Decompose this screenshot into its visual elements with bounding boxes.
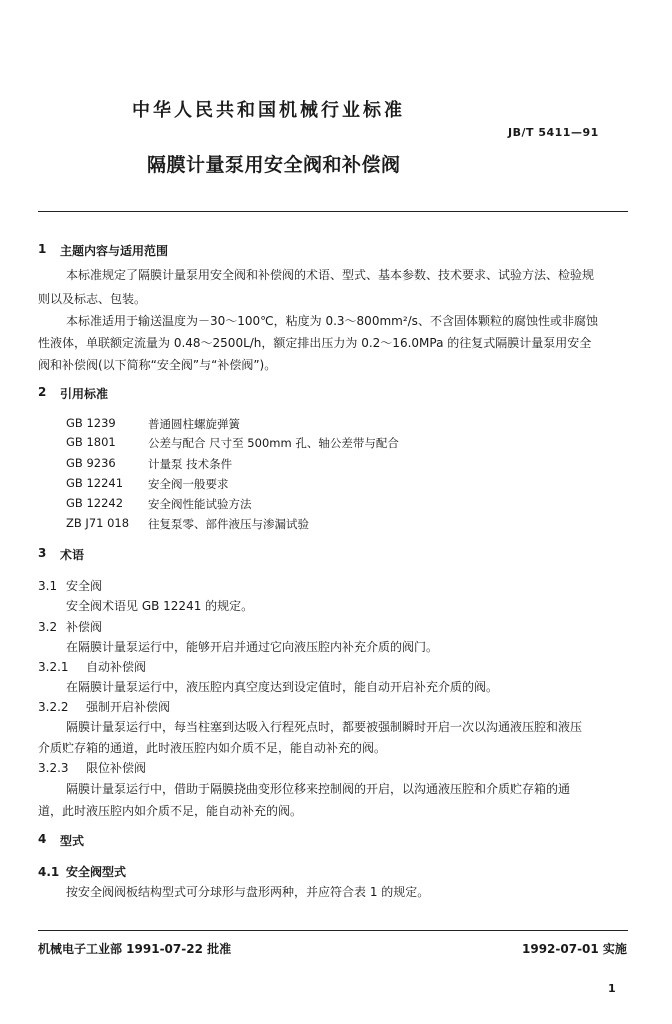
reference-name: 公差与配合 尺寸至 500mm 孔、轴公差带与配合	[148, 436, 399, 450]
section-number: 1	[38, 242, 47, 256]
reference-row	[66, 476, 546, 492]
subsection-number: 3.2	[38, 620, 58, 634]
reference-row	[66, 435, 546, 451]
standard-number: JB/T 5411—91	[508, 126, 599, 139]
subsection-title: 自动补偿阀	[86, 660, 147, 674]
paragraph-line: 按安全阀阀板结构型式可分球形与盘形两种，并应符合表 1 的规定。	[66, 885, 430, 899]
section-number: 2	[38, 385, 47, 399]
reference-code: GB 1801	[66, 435, 116, 449]
section-3-heading	[38, 546, 338, 562]
reference-name: 普通圆柱螺旋弹簧	[148, 417, 240, 431]
subsection-number: 3.2.2	[38, 700, 69, 714]
paragraph-line: 道，此时液压腔内如介质不足，能自动补充的阀。	[38, 804, 303, 818]
paragraph-line: 在隔膜计量泵运行中，能够开启并通过它向液压腔内补充介质的阀门。	[66, 640, 439, 654]
standard-category-title: 中华人民共和国机械行业标准	[132, 100, 405, 121]
paragraph-line: 介质贮存箱的通道，此时液压腔内如介质不足，能自动补充的阀。	[38, 741, 387, 755]
implementation-date: 1992-07-01 实施	[522, 942, 627, 956]
subsection-title: 补偿阀	[66, 620, 103, 634]
section-title: 主题内容与适用范围	[60, 244, 169, 258]
page-number: 1	[608, 982, 616, 995]
paragraph-line: 本标准规定了隔膜计量泵用安全阀和补偿阀的术语、型式、基本参数、技术要求、试验方法、检验规	[66, 268, 595, 282]
reference-row	[66, 416, 546, 432]
paragraph-line: 隔膜计量泵运行中，借助于隔膜挠曲变形位移来控制阀的开启，以沟通液压腔和介质贮存箱的通	[66, 782, 571, 796]
reference-code: GB 12241	[66, 476, 124, 490]
reference-code: GB 1239	[66, 416, 116, 430]
approval-date: 机械电子工业部 1991-07-22 批准	[38, 942, 232, 956]
section-title: 型式	[60, 834, 85, 848]
subsection-title: 强制开启补偿阀	[86, 700, 171, 714]
reference-name: 安全阀一般要求	[148, 477, 229, 491]
section-number: 3	[38, 546, 47, 560]
reference-name: 安全阀性能试验方法	[148, 497, 252, 511]
footer-divider	[38, 930, 628, 931]
reference-name: 往复泵零、部件液压与渗漏试验	[148, 517, 309, 531]
paragraph-line: 在隔膜计量泵运行中，液压腔内真空度达到设定值时，能自动开启补充介质的阀。	[66, 680, 499, 694]
paragraph-line: 性液体，单联额定流量为 0.48～2500L/h，额定排出压力为 0.2～16.0MPa 的往复式隔膜计量泵用安全	[38, 336, 592, 350]
subsection-number: 4.1	[38, 865, 60, 879]
subsection-number: 3.2.1	[38, 660, 69, 674]
section-1-heading	[38, 242, 338, 258]
subsection-number: 3.1	[38, 579, 58, 593]
reference-name: 计量泵 技术条件	[148, 457, 233, 471]
reference-row	[66, 516, 546, 532]
header-divider	[38, 211, 628, 212]
section-title: 引用标准	[60, 387, 109, 401]
reference-row	[66, 496, 546, 512]
subsection-number: 3.2.3	[38, 761, 69, 775]
reference-code: ZB J71 018	[66, 516, 130, 530]
subsection-title: 安全阀	[66, 579, 103, 593]
subsection-title: 限位补偿阀	[86, 761, 147, 775]
paragraph-line: 阀和补偿阀(以下简称“安全阀”与“补偿阀”)。	[38, 358, 277, 372]
paragraph-line: 隔膜计量泵运行中，每当柱塞到达吸入行程死点时，都要被强制瞬时开启一次以沟通液压腔和液压	[66, 720, 583, 734]
paragraph-line: 本标准适用于输送温度为－30～100℃，粘度为 0.3～800mm²/s、不含固体颗粒的腐蚀性或非腐蚀	[66, 314, 598, 328]
subsection-title: 安全阀型式	[66, 865, 127, 879]
section-2-heading	[38, 385, 338, 401]
section-4-heading	[38, 832, 338, 848]
document-title: 隔膜计量泵用安全阀和补偿阀	[147, 154, 401, 176]
reference-row	[66, 456, 546, 472]
section-title: 术语	[60, 548, 85, 562]
reference-code: GB 9236	[66, 456, 116, 470]
section-number: 4	[38, 832, 47, 846]
paragraph-line: 则以及标志、包装。	[38, 292, 147, 306]
reference-code: GB 12242	[66, 496, 124, 510]
paragraph-line: 安全阀术语见 GB 12241 的规定。	[66, 599, 254, 613]
